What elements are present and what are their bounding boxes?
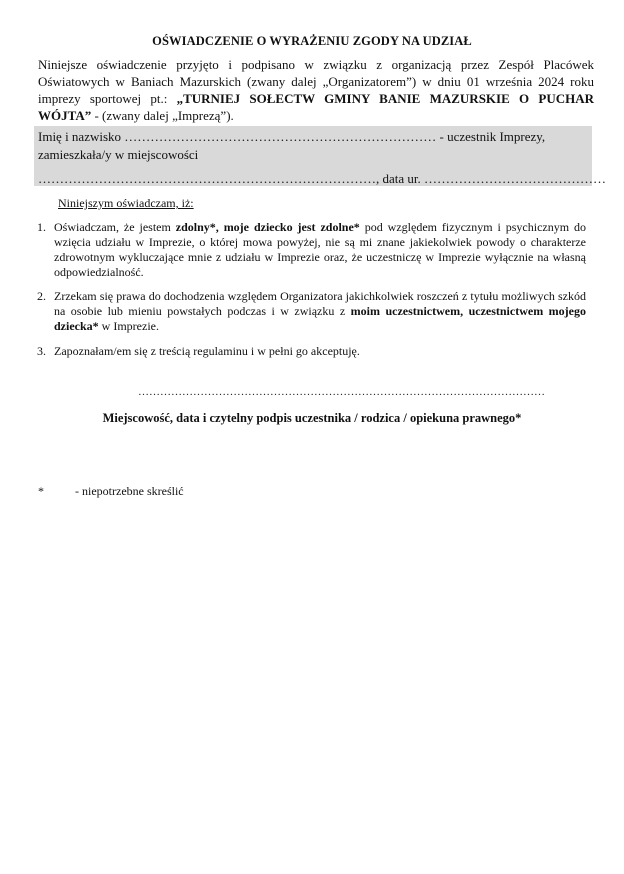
item-number: 1. [37,220,46,234]
item-body [54,289,586,334]
item-body [54,220,586,280]
item-text: Zrzekam się prawa do dochodzenia względem Organizatora jakichkolwiek roszczeń z tytułu możliwych szkód na osobie lub mieniu powstałych podczas i w związku z [54,289,586,318]
item-body [54,344,586,359]
document-title: OŚWIADCZENIE O WYRAŻENIU ZGODY NA UDZIAŁ [152,34,472,48]
footnote-text: - niepotrzebne skreślić [75,484,184,498]
footnote-marker: * [38,484,44,498]
item-text: Oświadczam, że jestem [54,220,176,234]
participant-name-field: Imię i nazwisko ……………………………………………………………… - uczestnik Imprezy, zamieszkała/y w miejscowości [38,129,546,162]
declaration-heading: Niniejszym oświadczam, iż: [58,196,194,210]
intro-text-end: - (zwany dalej „Imprezą”). [91,108,234,123]
event-name: „TURNIEJ SOŁECTW GMINY BANIE MAZURSKIE O PUCHAR WÓJTA” [38,91,594,123]
item-number: 3. [37,344,46,358]
signature-line: ………………………………………………………………………………………………… [138,386,545,398]
item-text-end: w Imprezie. [98,319,159,333]
participant-birth-field: ……………………………………………………………………, data ur. …………………………………… [38,171,607,186]
intro-text: Niniejsze oświadczenie przyjęto i podpisano w związku z organizacją przez Zespół Placówek Oświatowych w Baniach Mazurskich (zwany dalej „Organizatorem”) w dniu 01 września 2024 roku imprezy sportowej pt.: [38,57,594,106]
item-text: Zapoznałam/em się z treścią regulaminu i w pełni go akceptuję. [54,344,360,358]
item-bold-text: moim uczestnictwem, uczestnictwem mojego dziecka* [54,304,586,333]
item-text-end: pod względem fizycznym i psychicznym do wzięcia udziału w Imprezie, o której mowa powyżej, nie są mi znane jakiekolwiek powody o charakterze zdrowotnym wykluczające mnie z udziału w Imprezie oraz, że uczestniczę w Imprezie wyłącznie na własną odpowiedzialność. [54,220,586,279]
signature-caption: Miejscowość, data i czytelny podpis uczestnika / rodzica / opiekuna prawnego* [102,411,522,425]
intro-paragraph [38,56,594,124]
item-bold-text: zdolny*, moje dziecko jest zdolne* [175,220,360,234]
item-number: 2. [37,289,46,303]
